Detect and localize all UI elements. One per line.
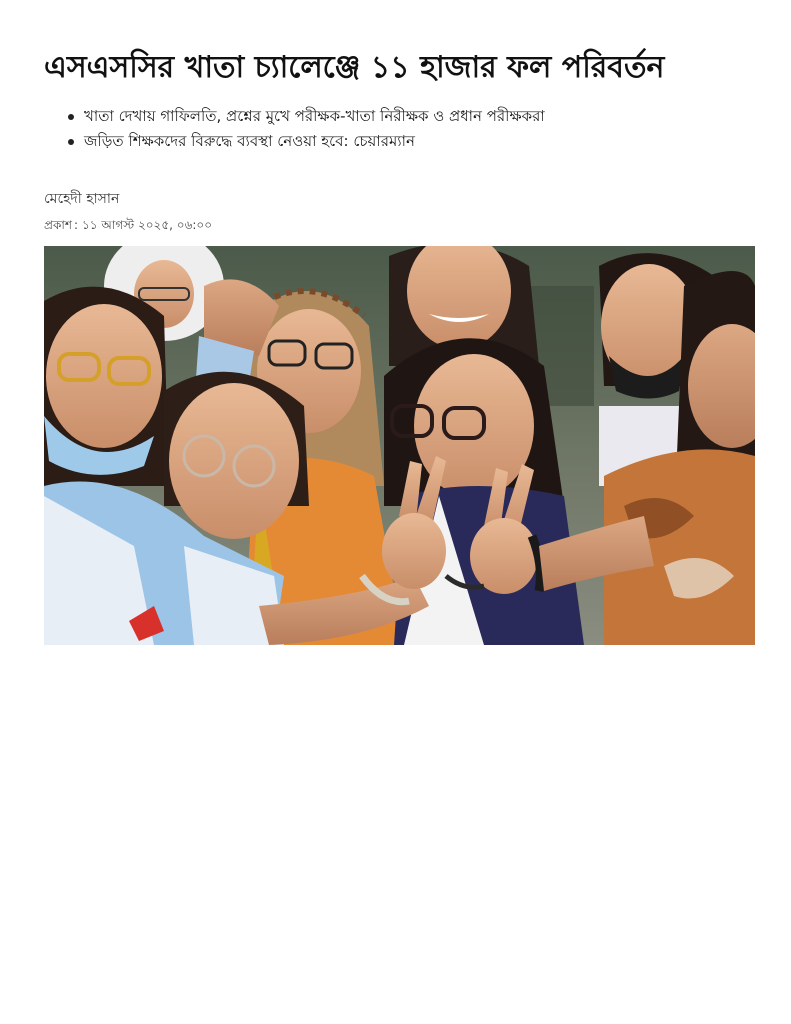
highlights-list [44, 104, 756, 154]
lead-photo [44, 246, 755, 645]
highlight-item: খাতা দেখায় গাফিলতি, প্রশ্নের মুখে পরীক্ষক-খাতা নিরীক্ষক ও প্রধান পরীক্ষকরা [84, 104, 756, 129]
author-name[interactable]: মেহেদী হাসান [44, 191, 120, 207]
published-date: ১১ আগস্ট ২০২৫, ০৬:০০ [81, 218, 213, 232]
publish-info [44, 216, 756, 234]
published-label: প্রকাশ [44, 218, 72, 232]
article [44, 40, 756, 645]
label-separator: : [73, 218, 78, 232]
article-headline: এসএসসির খাতা চ্যালেঞ্জে ১১ হাজার ফল পরিবর্তন [44, 50, 665, 85]
highlight-item: জড়িত শিক্ষকদের বিরুদ্ধে ব্যবস্থা নেওয়া হবে: চেয়ারম্যান [84, 129, 756, 154]
